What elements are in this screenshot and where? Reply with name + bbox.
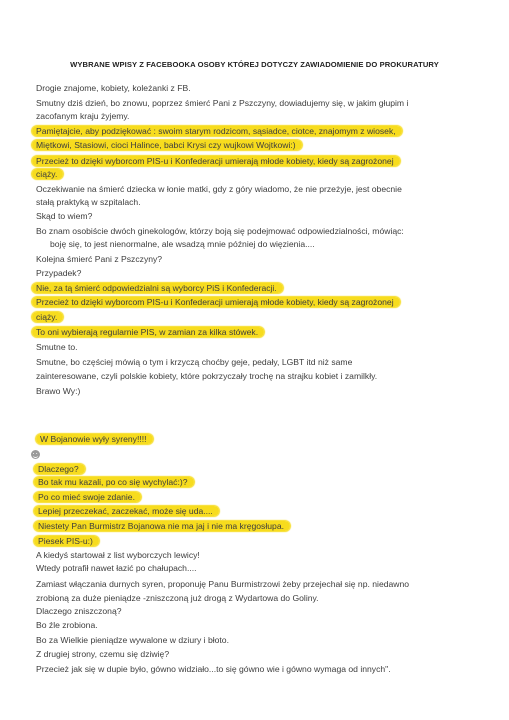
post2-line	[36, 579, 409, 590]
text: Z drugiej strony, czemu się dziwię?	[36, 649, 170, 659]
post2-line	[36, 649, 169, 660]
post1-line	[36, 386, 80, 397]
document-title: WYBRANE WPISY Z FACEBOOKA OSOBY KTÓREJ DOTYCZY ZAWIADOMIENIE DO PROKURATURY	[70, 60, 439, 69]
post2-line	[36, 620, 98, 631]
highlighted-text: ciąży.	[32, 169, 63, 179]
post1-line	[36, 111, 129, 122]
post1-line	[36, 254, 162, 265]
post1-line	[36, 126, 402, 137]
text: Bo za Wielkie pieniądze wywalone w dziury i błoto.	[36, 635, 229, 645]
text: Smutne to.	[36, 342, 78, 352]
highlighted-text: To oni wybierają regularnie PIS, w zamian za kilka stówek.	[32, 327, 264, 337]
post2-line	[36, 664, 391, 675]
highlighted-text: Niestety Pan Burmistrz Bojanowa nie ma jaj i nie ma kręgosłupa.	[34, 521, 290, 531]
text: Przypadek?	[36, 268, 82, 278]
highlighted-text: Pamiętajcie, aby podziękować : swoim starym rodzicom, sąsiadce, ciotce, znajomym z wiosek,	[32, 126, 402, 136]
post2-line	[36, 563, 197, 574]
post1-line	[36, 169, 63, 180]
post1-line	[36, 327, 264, 338]
post2-line	[38, 506, 219, 517]
post2-line	[36, 550, 200, 561]
post2-line	[36, 593, 319, 604]
text: Brawo Wy:)	[36, 386, 81, 396]
post2-line	[36, 606, 122, 617]
text: A kiedyś startował z list wyborczych lewicy!	[36, 550, 200, 560]
text: Bo znam osobiście dwóch ginekologów, którzy boją się podejmować odpowiedzialności, mówiąc:	[36, 226, 404, 236]
post2-line	[38, 477, 194, 488]
post1-line	[36, 197, 141, 208]
post2-line	[38, 492, 141, 503]
text: Kolejna śmierć Pani z Pszczyny?	[36, 254, 163, 264]
post1-line	[36, 226, 404, 237]
text: Wtedy potrafił nawet łazić po chałupach....	[36, 563, 197, 573]
text: boję się, to jest nienormalne, ale wsadzą mnie później do więzienia....	[50, 239, 315, 249]
post1-line	[36, 184, 402, 195]
highlighted-text: ciąży.	[32, 312, 63, 322]
post1-line	[36, 268, 81, 279]
post1-line	[36, 140, 302, 151]
highlighted-text: W Bojanowie wyły syreny!!!!	[36, 434, 153, 444]
post1-line	[36, 283, 283, 294]
highlighted-text: Po co mieć swoje zdanie.	[34, 492, 141, 502]
post1-line	[36, 371, 377, 382]
post2-line	[38, 521, 290, 532]
post1-line	[36, 357, 352, 368]
post2-line	[36, 635, 229, 646]
post1-line	[36, 297, 400, 308]
highlighted-text: Lepiej przeczekać, zaczekać, może się uda....	[34, 506, 219, 516]
text: Skąd to wiem?	[36, 211, 93, 221]
highlighted-text: Miętkowi, Stasiowi, cioci Halince, babci Krysi czy wujkowi Wojtkowi:)	[32, 140, 302, 150]
text: Bo źle zrobiona.	[36, 620, 98, 630]
text: Oczekiwanie na śmierć dziecka w łonie matki, gdy z góry wiadomo, że nie przeżyje, jest obecnie	[36, 184, 402, 194]
text: Dlaczego zniszczoną?	[36, 606, 122, 616]
text: zainteresowane, czyli polskie kobiety, które pokrzyczały trochę na strajku kobiet i zamilkły.	[36, 371, 378, 381]
post2-line	[40, 434, 153, 445]
highlighted-text: Nie, za tą śmierć odpowiedzialni są wyborcy PiS i Konfederacji.	[32, 283, 283, 293]
highlighted-text: Dlaczego?	[34, 464, 85, 474]
post1-line	[36, 342, 78, 353]
post1-line	[36, 98, 408, 109]
post2-line	[38, 536, 99, 547]
text: Zamiast włączania durnych syren, proponuję Panu Burmistrzowi żeby przejechał się np. niedawno	[36, 579, 410, 589]
text: Drogie znajome, kobiety, koleżanki z FB.	[36, 83, 191, 93]
highlighted-text: Piesek PIS-u:)	[34, 536, 99, 546]
post2-line	[38, 464, 85, 475]
post1-line	[36, 211, 92, 222]
text: Przecież jak się w dupie było, gówno widziało...to się gówno wie i gówno wymaga od innych".	[36, 664, 391, 674]
highlighted-text: Bo tak mu kazali, po co się wychylać:)?	[34, 477, 194, 487]
text: stałą praktyką w szpitalach.	[36, 197, 141, 207]
post1-line	[50, 239, 315, 250]
post1-line	[36, 312, 63, 323]
text: zacofanym kraju żyjemy.	[36, 111, 130, 121]
smile-icon	[31, 450, 40, 459]
text: zrobioną za duże pieniądze -zniszczoną już drogą z Wydartowa do Goliny.	[36, 593, 319, 603]
post1-line	[36, 156, 400, 167]
highlighted-text: Przecież to dzięki wyborcom PIS-u i Konfederacji umierają młode kobiety, kiedy są zagrożonej	[32, 297, 400, 307]
text: Smutne, bo częściej mówią o tym i krzyczą choćby geje, pedały, LGBT itd niż same	[36, 357, 353, 367]
post1-line	[36, 83, 191, 94]
text: Smutny dziś dzień, bo znowu, poprzez śmierć Pani z Pszczyny, dowiadujemy się, w jakim głupim i	[36, 98, 409, 108]
highlighted-text: Przecież to dzięki wyborcom PIS-u i Konfederacji umierają młode kobiety, kiedy są zagrożonej	[32, 156, 400, 166]
